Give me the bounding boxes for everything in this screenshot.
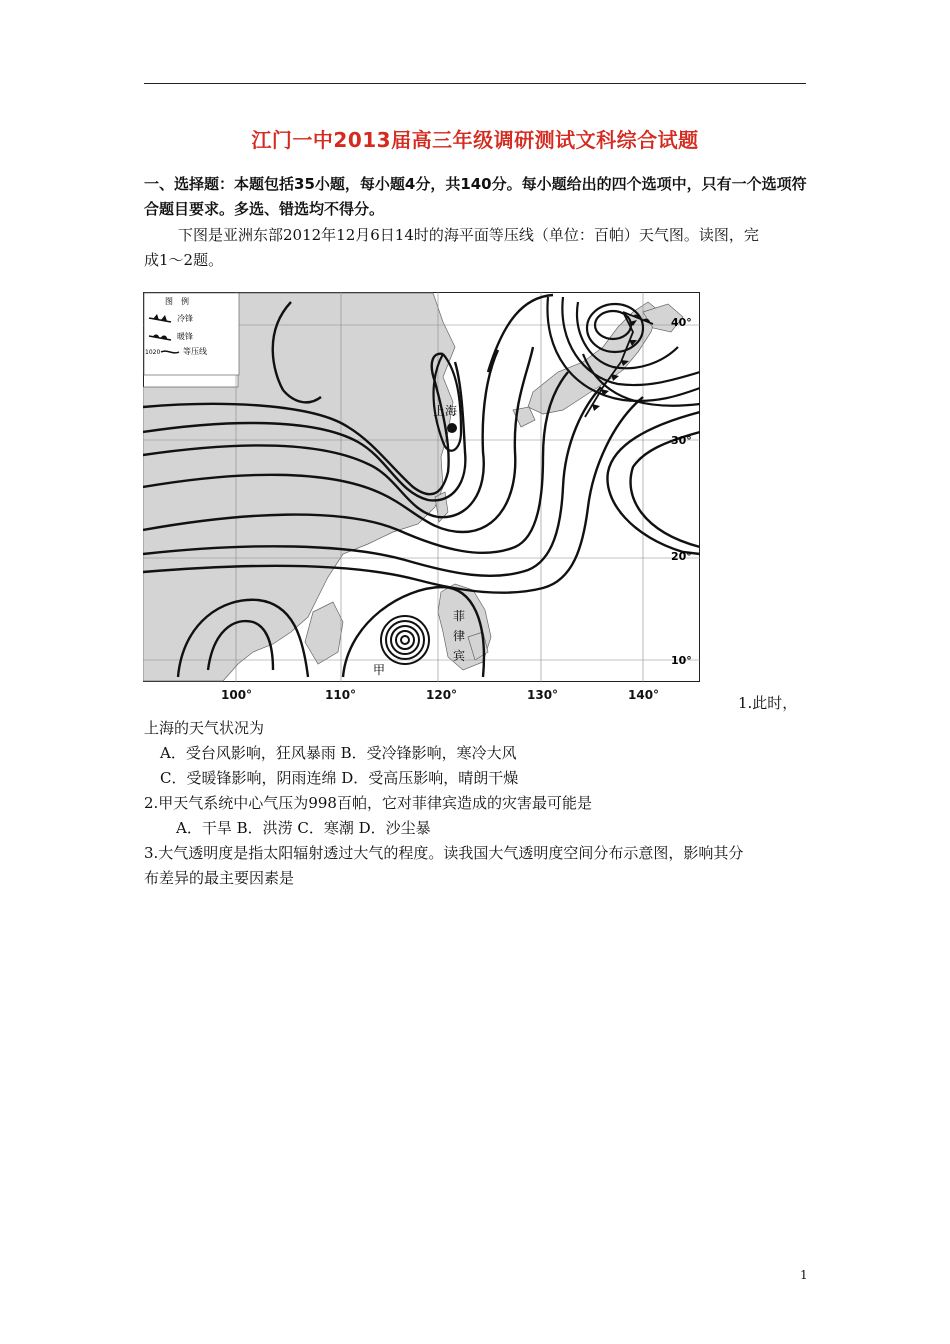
lon-label-120: 120° bbox=[426, 688, 458, 702]
header-rule bbox=[144, 83, 806, 84]
lon-label-110: 110° bbox=[325, 688, 357, 702]
legend-isobar: 等压线 bbox=[183, 347, 207, 356]
lon-label-100: 100° bbox=[221, 688, 253, 702]
question-2-options: A．干旱 B．洪涝 C．寒潮 D．沙尘暴 bbox=[176, 819, 431, 837]
question-1-options-ab: A．受台风影响，狂风暴雨 B．受冷锋影响，寒冷大风 bbox=[160, 744, 517, 762]
label-philippines-1: 菲 bbox=[453, 609, 466, 623]
shanghai-dot bbox=[447, 423, 457, 433]
legend-heading: 图 例 bbox=[165, 297, 189, 306]
legend-cold-front: 冷锋 bbox=[177, 314, 193, 323]
question-1-text: 上海的天气状况为 bbox=[144, 719, 265, 737]
lat-label-30: 30° bbox=[671, 434, 692, 447]
intro-line-2: 成1～2题。 bbox=[144, 251, 224, 269]
question-3-line-2: 布差异的最主要因素是 bbox=[144, 869, 295, 887]
lat-label-10: 10° bbox=[671, 654, 692, 667]
question-2-text: 2.甲天气系统中心气压为998百帕，它对菲律宾造成的灾害最可能是 bbox=[144, 794, 592, 812]
question-3-line-1: 3.大气透明度是指太阳辐射透过大气的程度。读我国大气透明度空间分布示意图，影响其分 bbox=[144, 844, 744, 862]
question-1-options-cd: C．受暖锋影响，阴雨连绵 D．受高压影响，晴朗干燥 bbox=[160, 769, 519, 787]
legend-isobar-value: 1020 bbox=[145, 349, 161, 356]
weather-map bbox=[143, 292, 700, 682]
label-philippines-3: 宾 bbox=[453, 649, 466, 663]
section-header: 一、选择题：本题包括35小题，每小题4分，共140分。每小题给出的四个选项中，只有一个选项符合题目要求。多选、错选均不得分。 bbox=[144, 175, 807, 218]
intro-line-1: 下图是亚洲东部2012年12月6日14时的海平面等压线（单位：百帕）天气图。读图，完 bbox=[178, 226, 759, 244]
page-title: 江门一中2013届高三年级调研测试文科综合试题 bbox=[251, 128, 699, 152]
lat-label-20: 20° bbox=[671, 550, 692, 563]
lon-label-130: 130° bbox=[527, 688, 559, 702]
lat-label-40: 40° bbox=[671, 316, 692, 329]
question-1-prefix: 1.此时， bbox=[738, 694, 798, 712]
label-jia: 甲 bbox=[373, 663, 386, 677]
label-philippines-2: 律 bbox=[453, 629, 466, 643]
legend-warm-front: 暖锋 bbox=[177, 332, 193, 341]
page-number: 1 bbox=[800, 1268, 808, 1282]
label-shanghai: 上海 bbox=[433, 404, 458, 418]
map-legend bbox=[144, 293, 239, 375]
lon-label-140: 140° bbox=[628, 688, 660, 702]
